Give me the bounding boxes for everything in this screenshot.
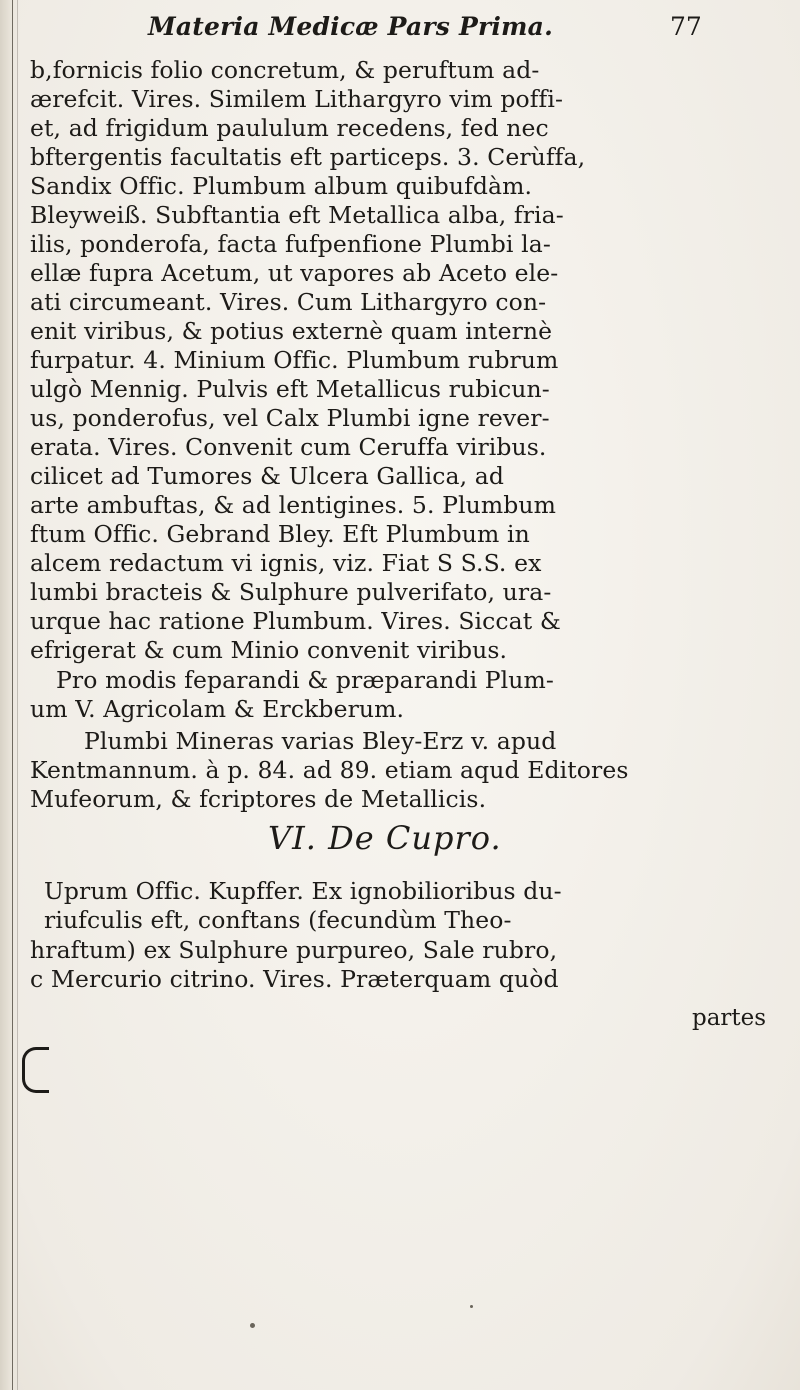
text-line: ulgò Mennig. Pulvis eft Metallicus rubicun- (30, 375, 550, 403)
paper-speck (250, 1323, 255, 1328)
catchword: partes (692, 1005, 767, 1031)
running-title: Materia Medicæ Pars Prima. (148, 12, 553, 41)
text-line: riufculis eft, conftans (fecundùm Theo- (44, 906, 512, 934)
text-line: efrigerat & cum Minio convenit viribus. (30, 636, 508, 664)
text-line: Bleyweiß. Subftantia eft Metallica alba, fria- (30, 201, 564, 229)
text-line: ellæ fupra Acetum, ut vapores ab Aceto ele- (30, 259, 559, 287)
text-line: c Mercurio citrino. Vires. Præterquam quòd (30, 965, 559, 993)
text-line: Sandix Offic. Plumbum album quibufdàm. (30, 172, 533, 200)
text-line: us, ponderofus, vel Calx Plumbi igne rever- (30, 404, 550, 432)
text-line: enit viribus, & potius externè quam internè (30, 317, 553, 345)
text-line: Uprum Offic. Kupffer. Ex ignobilioribus du- (44, 877, 562, 905)
text-line: Pro modis feparandi & præparandi Plum- (56, 666, 554, 694)
page-number: 77 (670, 12, 702, 41)
text-line: et, ad frigidum paululum recedens, fed nec (30, 114, 549, 142)
text-line: arte ambuftas, & ad lentigines. 5. Plumbum (30, 491, 557, 519)
text-line: ftum Offic. Gebrand Bley. Eft Plumbum in (30, 520, 530, 548)
text-line: ærefcit. Vires. Similem Lithargyro vim poffi- (30, 85, 563, 113)
text-line: ati circumeant. Vires. Cum Lithargyro con- (30, 288, 547, 316)
gutter-rule-inner (17, 0, 18, 1390)
paper-speck (470, 1305, 473, 1308)
text-line: b,fornicis folio concretum, & peruftum ad- (30, 56, 540, 84)
text-line: ilis, ponderofa, facta fufpenfione Plumbi la- (30, 230, 551, 258)
text-line: alcem redactum vi ignis, viz. Fiat S S.S. ex (30, 549, 542, 577)
text-line: cilicet ad Tumores & Ulcera Gallica, ad (30, 462, 505, 490)
text-line: hraftum) ex Sulphure purpureo, Sale rubro, (30, 936, 558, 964)
drop-cap-c (22, 1047, 49, 1093)
text-line: um V. Agricolam & Erckberum. (30, 695, 405, 723)
text-line: furpatur. 4. Minium Offic. Plumbum rubrum (30, 346, 559, 374)
text-line: urque hac ratione Plumbum. Vires. Siccat & (30, 607, 561, 635)
text-line: Mufeorum, & fcriptores de Metallicis. (30, 785, 487, 813)
section-heading: VI. De Cupro. (268, 819, 502, 857)
gutter-rule (12, 0, 13, 1390)
text-line: Plumbi Mineras varias Bley-Erz v. apud (84, 727, 557, 755)
text-line: Kentmannum. à p. 84. ad 89. etiam aqud Editores (30, 756, 629, 784)
text-line: bftergentis facultatis eft particeps. 3. Cerùffa, (30, 143, 586, 171)
text-line: lumbi bracteis & Sulphure pulverifato, ura- (30, 578, 552, 606)
running-header (148, 12, 788, 46)
text-line: erata. Vires. Convenit cum Ceruffa viribus. (30, 433, 547, 461)
